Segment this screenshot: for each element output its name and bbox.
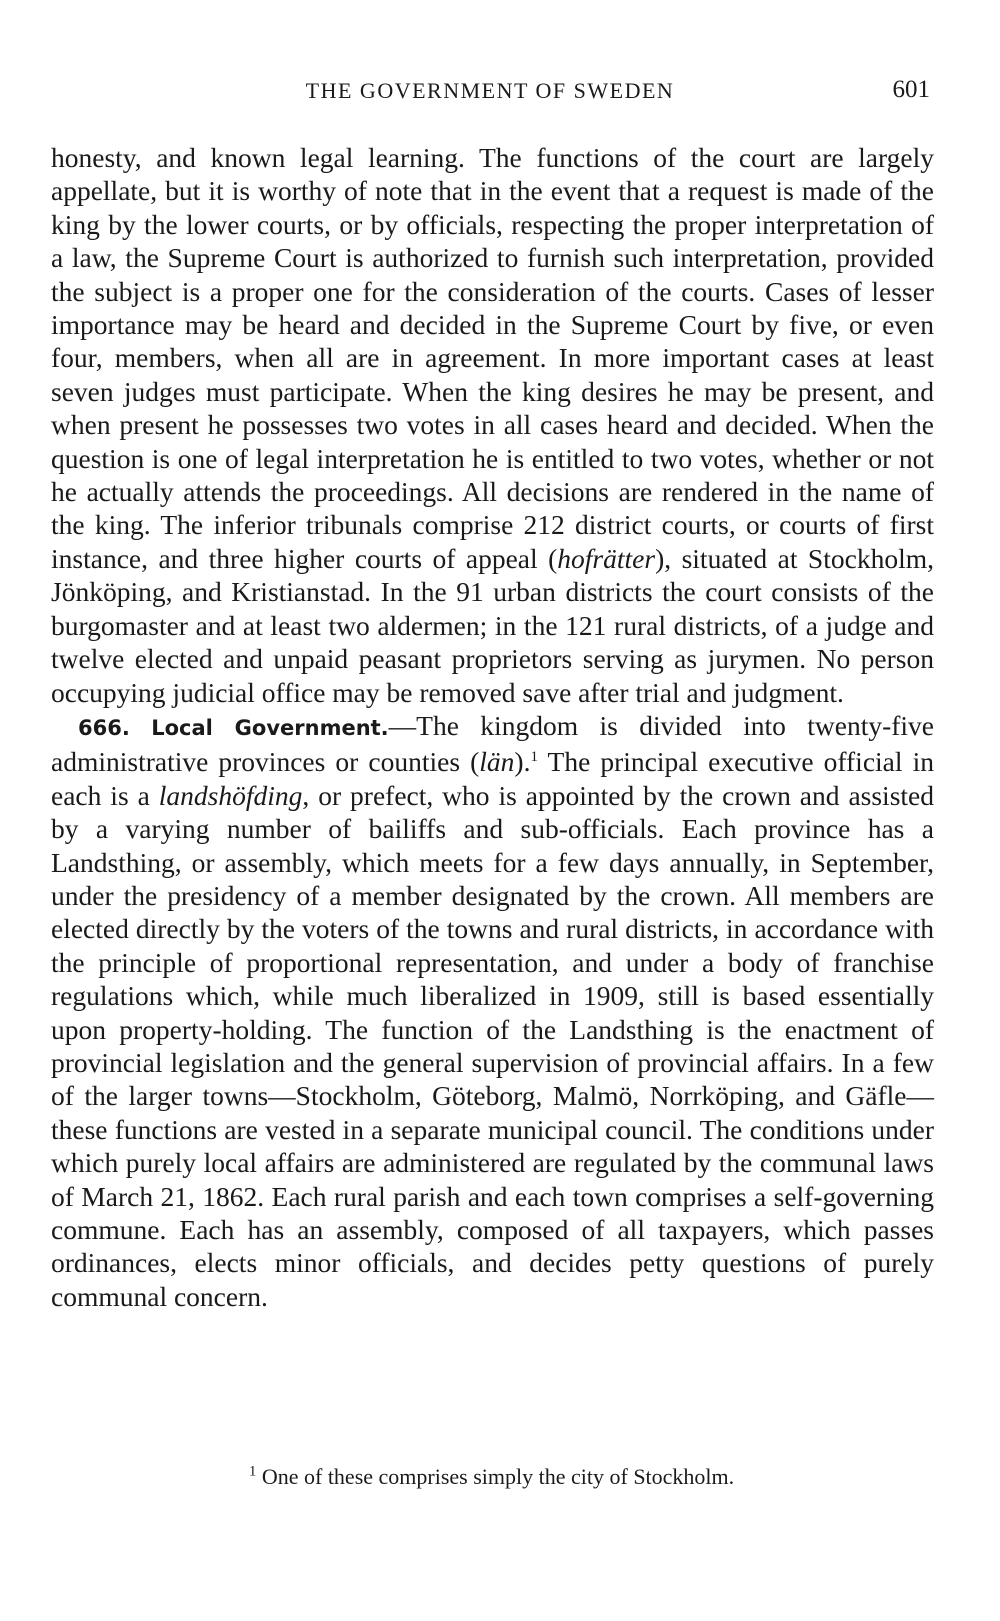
paragraph-judiciary xyxy=(51,141,934,709)
paragraph-text: ), situated at Stockholm, Jönköping, and Kristianstad. In the 91 urban districts the court consists of the burgomaster and at least two aldermen; in the 121 rural districts, of a judge and twelve elected and unpaid peasant proprietors serving as jurymen. No person occupying judicial office may be removed save after trial and judgment. xyxy=(51,542,934,708)
paragraph-text: , or prefect, who is appointed by the crown and assisted by a varying number of bailiffs and sub-officials. Each province has a Landsthing, or assembly, which meets for a few days annually, in September, under the presidency of a member designated by the crown. All members are elected directly by the voters of the towns and rural districts, in accordance with the principle of proportional representation, and under a body of franchise regulations which, while much liberalized in 1909, still is based essentially upon property-holding. The function of the Landsthing is the enactment of provincial legislation and the general supervision of provincial affairs. In a few of the larger towns—Stockholm, Göteborg, Malmö, Norrköping, and Gäfle—these functions are vested in a separate municipal council. The conditions under which purely local affairs are administered are regulated by the communal laws of March 21, 1862. Each rural parish and each town comprises a self-governing commune. Each has an assembly, composed of all taxpayers, which passes ordinances, elects minor officials, and decides petty questions of purely communal concern. xyxy=(51,779,934,1312)
footnote-marker: 1 xyxy=(248,1463,257,1480)
italic-term: hofrätter xyxy=(557,542,656,574)
paragraph-local-government xyxy=(51,709,934,1313)
footnote-text: One of these comprises simply the city of Stockholm. xyxy=(256,1464,735,1489)
italic-term: län xyxy=(479,746,515,778)
paragraph-text: —The kingdom is divided into twenty-five administrative provinces or counties ( xyxy=(51,709,935,778)
section-number: 666. xyxy=(78,715,130,740)
running-head xyxy=(50,72,930,106)
footnote-reference[interactable]: 1 xyxy=(530,749,538,766)
italic-term: landshöfding xyxy=(158,779,303,811)
paragraph-text: honesty, and known legal learning. The functions of the court are largely appellate, but it is worthy of note that in the event that a request is made of the king by the lower courts, or by officials, respecting the proper interpretation of a law, the Supreme Court is authorized to furnish such interpretation, provided the subject is a proper one for the consideration of the courts. Cases of lesser importance may be heard and decided in the Supreme Court by five, or even four, members, when all are in agreement. In more important cases at least seven judges must participate. When the king desires he may be present, and when present he possesses two votes in all cases heard and decided. When the question is one of legal interpretation he is entitled to two votes, whether or not he actually attends the proceedings. All decisions are rendered in the name of the king. The inferior tribunals comprise 212 district courts, or courts of first instance, and three higher courts of appeal ( xyxy=(51,142,934,574)
running-title: THE GOVERNMENT OF SWEDEN xyxy=(305,78,675,103)
page-number: 601 xyxy=(892,76,930,103)
paragraph-text: The principal executive official in each is a xyxy=(51,746,934,811)
body-text xyxy=(51,141,934,1313)
footnote xyxy=(50,1464,933,1490)
section-title: Local Government. xyxy=(151,715,389,740)
paragraph-text: ). xyxy=(514,746,531,778)
